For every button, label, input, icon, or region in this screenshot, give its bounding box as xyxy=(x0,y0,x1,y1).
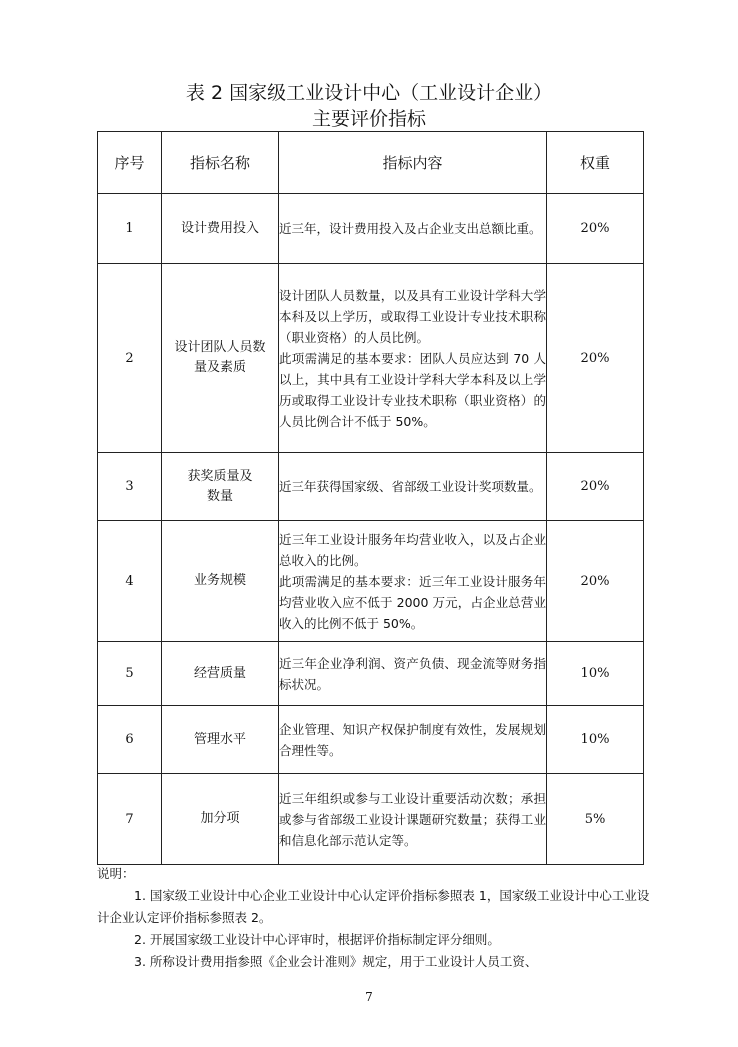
table-header-row xyxy=(98,132,644,194)
evaluation-table xyxy=(97,131,644,865)
row-weight: 10% xyxy=(547,706,644,774)
table-row xyxy=(98,774,644,865)
row-index: 2 xyxy=(98,264,162,453)
row-weight: 10% xyxy=(547,642,644,706)
row-indicator-name: 管理水平 xyxy=(162,706,279,774)
table-row xyxy=(98,264,644,453)
header-indicator-content: 指标内容 xyxy=(279,132,547,194)
note-item: 1. 国家级工业设计中心企业工业设计中心认定评价指标参照表 1，国家级工业设计中心工业设计企业认定评价指标参照表 2。 xyxy=(97,888,650,925)
header-weight: 权重 xyxy=(547,132,644,194)
row-indicator-content: 企业管理、知识产权保护制度有效性，发展规划合理性等。 xyxy=(279,706,547,774)
table-row xyxy=(98,642,644,706)
table-title: 表 2 国家级工业设计中心（工业设计企业） xyxy=(185,82,553,104)
row-indicator-content: 设计团队人员数量，以及具有工业设计学科大学本科及以上学历，或取得工业设计专业技术职称（职业资格）的人员比例。 此项需满足的基本要求：团队人员应达到 70 人以上，其中具有工业设计学科大学本科及以上学历或取得工业设计专业技术职称（职业资格）的人员比例合计不低于 50%。 xyxy=(279,264,547,453)
row-indicator-content: 近三年获得国家级、省部级工业设计奖项数量。 xyxy=(279,453,547,521)
row-index: 1 xyxy=(98,194,162,264)
row-indicator-content: 近三年，设计费用投入及占企业支出总额比重。 xyxy=(279,194,547,264)
notes-heading: 说明： xyxy=(97,866,135,881)
row-indicator-name: 加分项 xyxy=(162,774,279,865)
row-indicator-name: 业务规模 xyxy=(162,521,279,642)
row-indicator-content: 近三年工业设计服务年均营业收入，以及占企业总收入的比例。 此项需满足的基本要求：近三年工业设计服务年均营业收入应不低于 2000 万元，占企业总营业收入的比例不低于 50%。 xyxy=(279,521,547,642)
row-indicator-name: 设计团队人员数量及素质 xyxy=(162,264,279,453)
page-number: 7 xyxy=(365,990,373,1004)
row-index: 6 xyxy=(98,706,162,774)
note-item: 2. 开展国家级工业设计中心评审时，根据评价指标制定评分细则。 xyxy=(134,932,500,947)
header-indicator-name: 指标名称 xyxy=(162,132,279,194)
row-index: 3 xyxy=(98,453,162,521)
table-subtitle: 主要评价指标 xyxy=(311,108,426,130)
row-weight: 20% xyxy=(547,194,644,264)
table-row xyxy=(98,706,644,774)
notes-section xyxy=(97,863,657,973)
row-indicator-name: 经营质量 xyxy=(162,642,279,706)
row-weight: 20% xyxy=(547,453,644,521)
table-row xyxy=(98,453,644,521)
row-index: 5 xyxy=(98,642,162,706)
row-weight: 20% xyxy=(547,264,644,453)
row-index: 7 xyxy=(98,774,162,865)
row-weight: 20% xyxy=(547,521,644,642)
row-indicator-content: 近三年组织或参与工业设计重要活动次数；承担或参与省部级工业设计课题研究数量；获得工业和信息化部示范认定等。 xyxy=(279,774,547,865)
row-indicator-name: 设计费用投入 xyxy=(162,194,279,264)
row-indicator-content: 近三年企业净利润、资产负债、现金流等财务指标状况。 xyxy=(279,642,547,706)
row-indicator-name: 获奖质量及数量 xyxy=(162,453,279,521)
row-index: 4 xyxy=(98,521,162,642)
table-row xyxy=(98,521,644,642)
table-row xyxy=(98,194,644,264)
header-index: 序号 xyxy=(98,132,162,194)
note-item: 3. 所称设计费用指参照《企业会计准则》规定，用于工业设计人员工资、 xyxy=(134,954,538,969)
row-weight: 5% xyxy=(547,774,644,865)
